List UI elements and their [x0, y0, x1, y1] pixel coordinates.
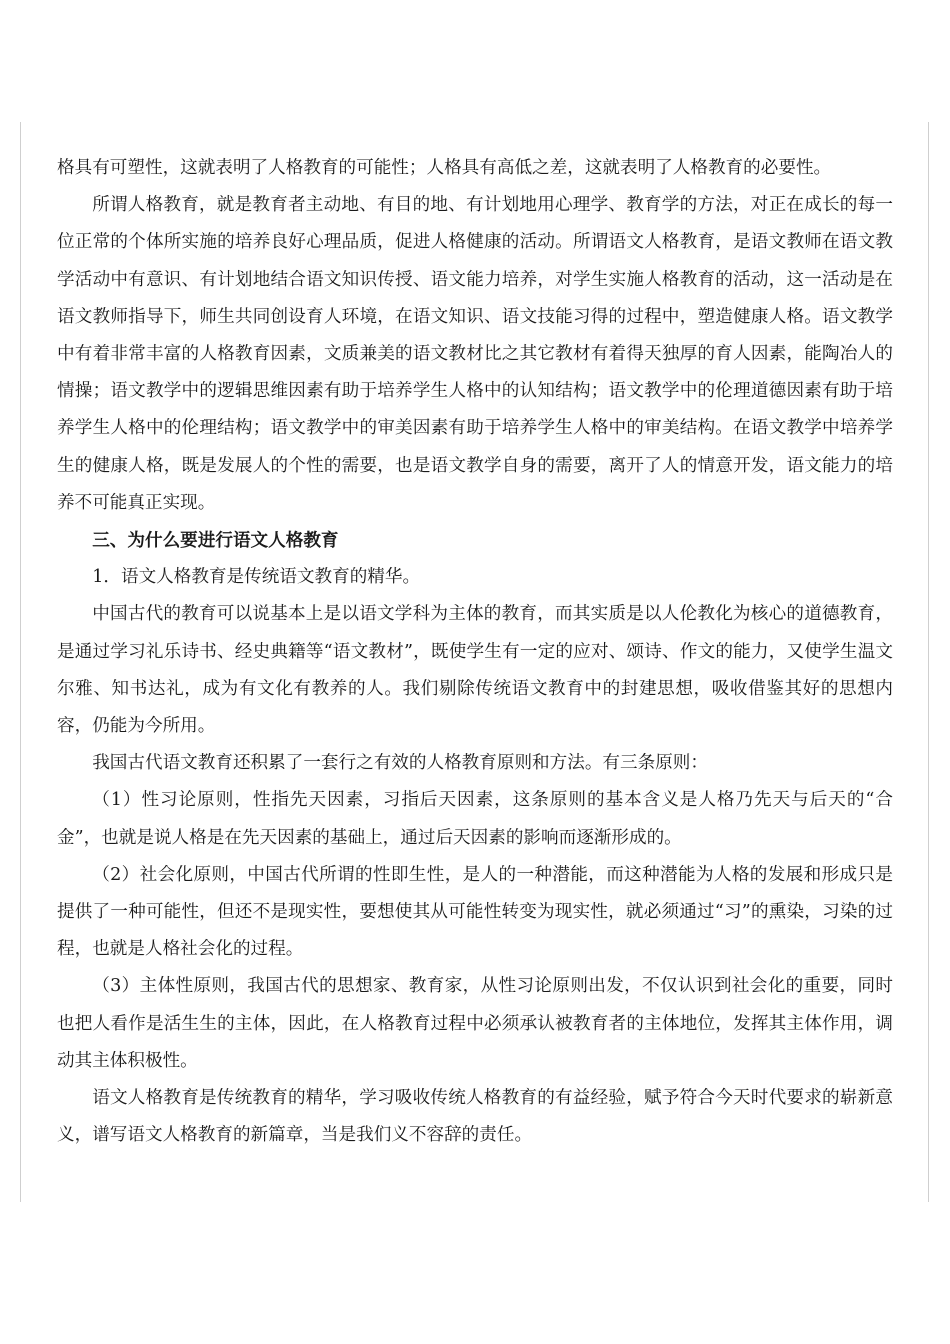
paragraph-principles-intro: 我国古代语文教育还积累了一套行之有效的人格教育原则和方法。有三条原则：	[92, 753, 708, 774]
document-body	[57, 150, 893, 1154]
principle-3: （3）主体性原则，我国古代的思想家、教育家，从性习论原则出发，不仅认识到社会化的重要，同时也把人看作是活生生的主体，因此，在人格教育过程中必须承认被教育者的主体地位，发挥其主体作用，调动其主体积极性。	[57, 976, 893, 1071]
page-border-left	[20, 122, 21, 1202]
section-heading: 三、为什么要进行语文人格教育	[92, 530, 339, 552]
paragraph-continuation: 格具有可塑性，这就表明了人格教育的可能性；人格具有高低之差，这就表明了人格教育的必要性。	[57, 158, 832, 178]
page-border-right	[928, 122, 929, 1202]
subheading-point-1: 1．语文人格教育是传统语文教育的精华。	[92, 567, 421, 588]
paragraph-ancient-education: 中国古代的教育可以说基本上是以语文学科为主体的教育，而其实质是以人伦教化为核心的道德教育，是通过学习礼乐诗书、经史典籍等“语文教材”，既使学生有一定的应对、颂诗、作文的能力，又使学生温文尔雅、知书达礼，成为有文化有教养的人。我们剔除传统语文教育中的封建思想，吸收借鉴其好的思想内容，仍能为今所用。	[57, 604, 893, 737]
principle-2: （2）社会化原则，中国古代所谓的性即生性，是人的一种潜能，而这种潜能为人格的发展和形成只是提供了一种可能性，但还不是现实性，要想使其从可能性转变为现实性，就必须通过“习”的熏染，习染的过程，也就是人格社会化的过程。	[57, 864, 893, 960]
paragraph-conclusion: 语文人格教育是传统教育的精华，学习吸收传统人格教育的有益经验，赋予符合今天时代要求的崭新意义，谱写语文人格教育的新篇章，当是我们义不容辞的责任。	[57, 1088, 893, 1146]
paragraph-definition: 所谓人格教育，就是教育者主动地、有目的地、有计划地用心理学、教育学的方法，对正在成长的每一位正常的个体所实施的培养良好心理品质，促进人格健康的活动。所谓语文人格教育，是语文教师在语文教学活动中有意识、有计划地结合语文知识传授、语文能力培养，对学生实施人格教育的活动，这一活动是在语文教师指导下，师生共同创设育人环境，在语文知识、语文技能习得的过程中，塑造健康人格。语文教学中有着非常丰富的人格教育因素，文质兼美的语文教材比之其它教材有着得天独厚的育人因素，能陶冶人的情操；语文教学中的逻辑思维因素有助于培养学生人格中的认知结构；语文教学中的伦理道德因素有助于培养学生人格中的伦理结构；语文教学中的审美因素有助于培养学生人格中的审美结构。在语文教学中培养学生的健康人格，既是发展人的个性的需要，也是语文教学自身的需要，离开了人的情意开发，语文能力的培养不可能真正实现。	[57, 195, 893, 513]
principle-1: （1）性习论原则，性指先天因素，习指后天因素，这条原则的基本含义是人格乃先天与后天的“合金”，也就是说人格是在先天因素的基础上，通过后天因素的影响而逐渐形成的。	[57, 790, 893, 848]
